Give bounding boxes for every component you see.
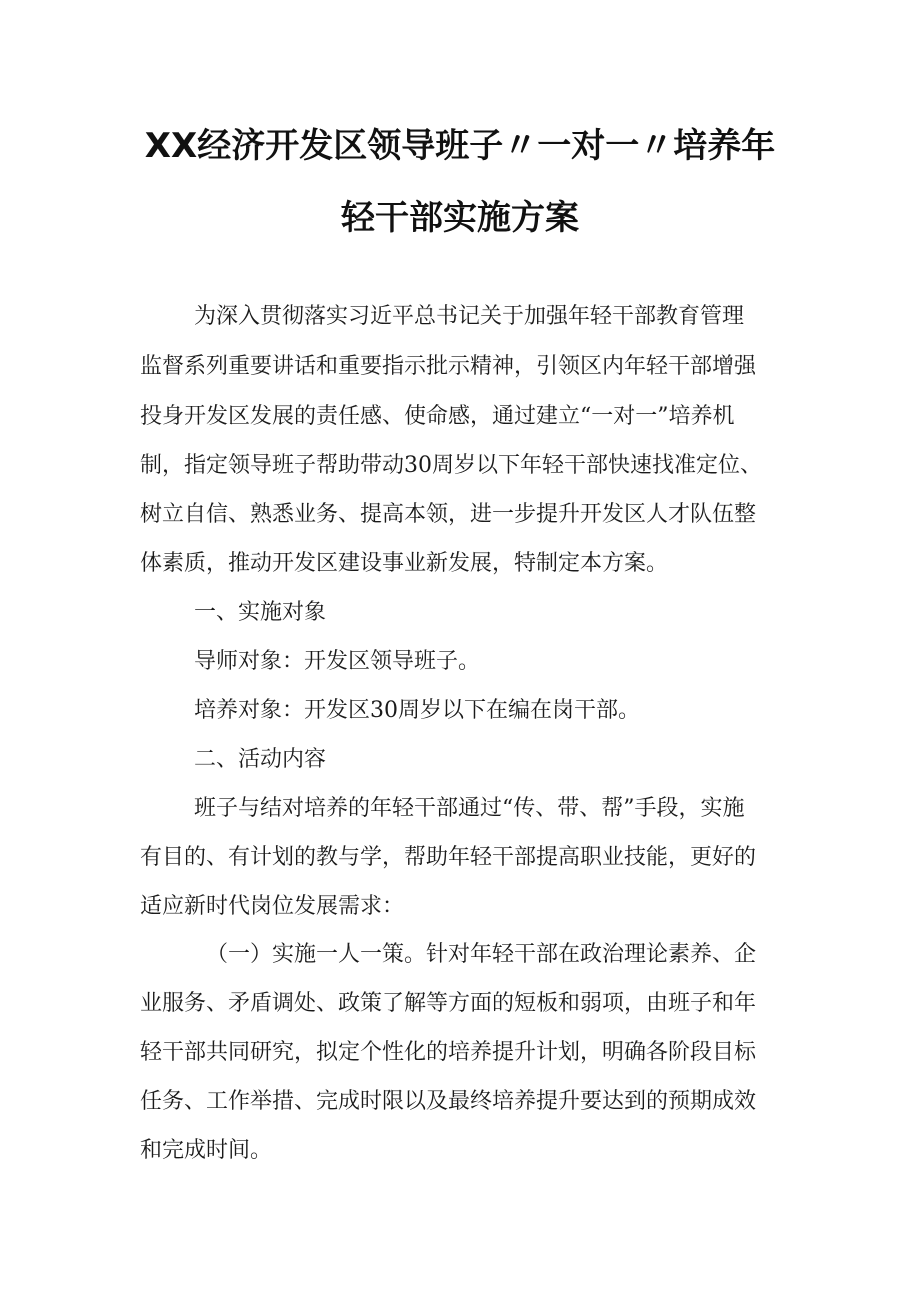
paragraph-1-line-4: 制，指定领导班子帮助带动30周岁以下年轻干部快速找准定位、 [140, 453, 762, 478]
paragraph-2-line-3: 适应新时代岗位发展需求： [140, 894, 405, 919]
section-1-heading: 一、实施对象 [194, 600, 327, 625]
paragraph-1-line-5: 树立自信、熟悉业务、提高本领，进一步提升开发区人才队伍整 [140, 502, 757, 527]
paragraph-2-line-2: 有目的、有计划的教与学，帮助年轻干部提高职业技能，更好的 [140, 845, 757, 870]
paragraph-1-line-3: 投身开发区发展的责任感、使命感，通过建立“一对一”培养机 [140, 404, 735, 429]
paragraph-1-line-2: 监督系列重要讲话和重要指示批示精神，引领区内年轻干部增强 [140, 354, 757, 379]
paragraph-1-line-1: 为深入贯彻落实习近平总书记关于加强年轻干部教育管理 [194, 304, 745, 329]
section-2-heading: 二、活动内容 [194, 747, 327, 772]
paragraph-3-line-2: 业服务、矛盾调处、政策了解等方面的短板和弱项，由班子和年 [140, 991, 757, 1016]
paragraph-1-line-6: 体素质，推动开发区建设事业新发展，特制定本方案。 [140, 551, 669, 576]
trainee-line: 培养对象：开发区30周岁以下在编在岗干部。 [194, 698, 640, 723]
document-title-line-2: 轻干部实施方案 [341, 198, 579, 238]
paragraph-3-line-3: 轻干部共同研究，拟定个性化的培养提升计划，明确各阶段目标 [140, 1040, 757, 1065]
paragraph-2-line-1: 班子与结对培养的年轻干部通过“传、带、帮”手段，实施 [194, 796, 745, 821]
paragraph-3-line-4: 任务、工作举措、完成时限以及最终培养提升要达到的预期成效 [140, 1089, 757, 1114]
paragraph-3-line-1: （一）实施一人一策。针对年轻干部在政治理论素养、企 [206, 942, 757, 967]
mentor-line: 导师对象：开发区领导班子。 [194, 649, 481, 674]
document-title-line-1: XX经济开发区领导班子〃一对一〃培养年 [144, 126, 776, 166]
paragraph-3-line-5: 和完成时间。 [140, 1138, 273, 1163]
